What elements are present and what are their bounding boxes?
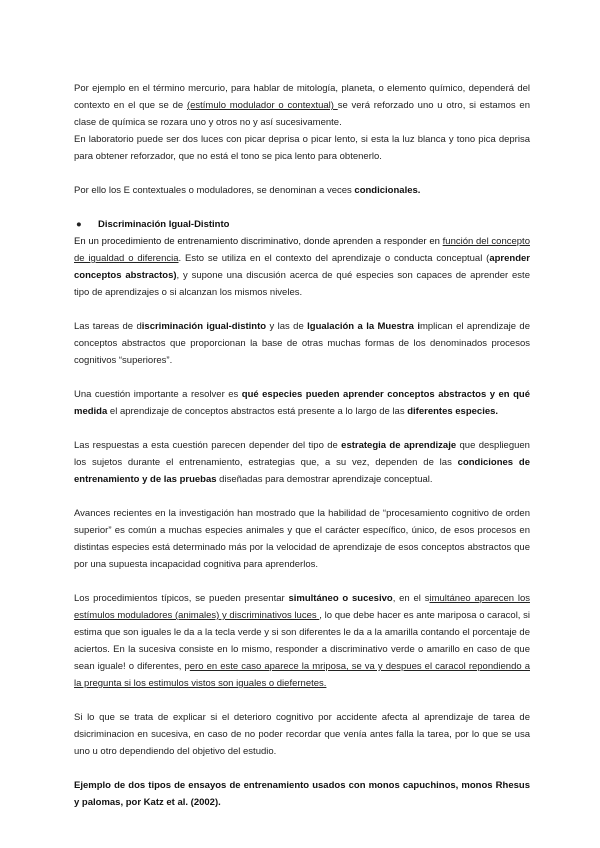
text-run: que desplieguen los sujetos durante el entrenamiento, estrategias que, a su vez, dependen de las bbox=[74, 440, 530, 468]
text-run: diseñadas para demostrar aprendizaje conceptual. bbox=[216, 474, 433, 485]
text-run: Por ejemplo en el término mercurio, para hablar de mitología, planeta, o elemento químico, dependerá del contexto en el que se de bbox=[74, 83, 530, 111]
bold-term: estrategia de aprendizaje bbox=[341, 440, 457, 451]
paragraph-respuestas bbox=[74, 437, 530, 488]
text-run: Las respuestas a esta cuestión parecen depender del tipo de bbox=[74, 440, 342, 451]
bold-term: diferentes especies. bbox=[407, 406, 499, 417]
bold-text: En un procedimiento de entrenamiento discriminativo, donde aprenden a responder en bbox=[74, 236, 443, 247]
bold-caption: Ejemplo de dos tipos de ensayos de entrenamiento usados con monos capuchinos, monos Rhesus y palomas, por Katz et al. (2002). bbox=[74, 780, 530, 808]
text-run: Los procedimientos típicos, se pueden presentar bbox=[74, 593, 289, 604]
text-run: y las de bbox=[266, 321, 308, 332]
text-run: , en el s bbox=[392, 593, 430, 604]
underlined-text: imultáneo aparecen los estímulos moduladores (animales) y discriminativos luces bbox=[74, 593, 530, 621]
underlined-text: ero en este caso aparece la mriposa, se va y despues el caracol repondiendo a la pregunta si los estimulos vistos son iguales o diefernetes. bbox=[74, 661, 530, 689]
bold-term: aprender conceptos abstractos) bbox=[74, 253, 530, 281]
text-run: Una cuestión importante a resolver es bbox=[74, 389, 242, 400]
text-run: Por ello los E contextuales o moduladores, se denominan a veces bbox=[74, 185, 355, 196]
bold-term: iscriminación igual-distinto bbox=[141, 321, 267, 332]
paragraph-mercurio bbox=[74, 80, 530, 131]
bold-term: qué especies pueden aprender conceptos abstractos y en qué medida bbox=[74, 389, 530, 417]
text-run: se verá reforzado uno u otro, si estamos en clase de química se rozara uno y otros no y así sucesivamente. bbox=[74, 100, 530, 128]
text-run: el aprendizaje de conceptos abstractos está presente a lo largo de las bbox=[107, 406, 408, 417]
paragraph-tareas bbox=[74, 318, 530, 369]
paragraph-cuestion bbox=[74, 386, 530, 420]
document-body bbox=[74, 80, 530, 828]
text-run: . Esto se utiliza en el contexto del aprendizaje o conducta conceptual ( bbox=[178, 253, 490, 264]
text-run: mplican el aprendizaje de conceptos abstractos que proporcionan la base de otras muchas formas de los denominados procesos cognitivos “superiores”. bbox=[74, 321, 530, 366]
text-run: , lo que debe hacer es ante mariposa o caracol, si estima que son iguales le da a la tecla verde y si son diferentes le da a la amarilla contando el porcentaje de aciertos. En la sucesiva consiste en lo mismo, responder a discriminativo verde o amarillo en caso de que sean iguale! o diferentes, p bbox=[74, 610, 530, 672]
bullet-icon: ● bbox=[76, 219, 82, 230]
underlined-text: función del concepto de igualdad o diferencia bbox=[74, 236, 530, 264]
bold-term: simultáneo o sucesivo bbox=[288, 593, 393, 604]
bold-term: condicionales. bbox=[354, 185, 421, 196]
paragraph-ejemplo bbox=[74, 777, 530, 811]
paragraph-deterioro: Si lo que se trata de explicar si el deterioro cognitivo por accidente afecta al aprendizaje de tarea de dsicriminacion en sucesiva, en caso de no poder recordar que venía antes falla la tarea, por lo que se usa uno u otro dependiendo del objetivo del estudio. bbox=[74, 712, 530, 757]
section-heading: Discriminación Igual-Distinto bbox=[98, 219, 230, 230]
text-run: Las tareas de d bbox=[74, 321, 142, 332]
underlined-text: (estímulo modulador o contextual) bbox=[186, 100, 338, 111]
paragraph-condicionales bbox=[74, 182, 530, 199]
bold-term: Igualación a la Muestra i bbox=[307, 321, 420, 332]
paragraph-avances: Avances recientes en la investigación han mostrado que la habilidad de “procesamiento cognitivo de orden superior” es común a muchas especies animales y que el carácter específico, único, de esos procesos en distintas especies está determinado más por la velocidad de aprendizaje de esos conceptos abstractos que por una supuesta incapacidad cognitiva para aprenderlos. bbox=[74, 508, 530, 570]
bullet-heading bbox=[74, 216, 530, 233]
paragraph-procedimientos bbox=[74, 590, 530, 692]
paragraph-procedimiento bbox=[74, 233, 530, 301]
paragraph-laboratorio: En laboratorio puede ser dos luces con picar deprisa o picar lento, si esta la luz blanca y tono pica deprisa para obtener reforzador, que no está el tono se pica lento para obtenerlo. bbox=[74, 134, 530, 162]
bold-term: condiciones de entrenamiento y de las pruebas bbox=[74, 457, 530, 485]
text-run: , y supone una discusión acerca de qué especies son capaces de aprender este tipo de aprendizajes o si alcanzan los mismos niveles. bbox=[74, 270, 530, 298]
